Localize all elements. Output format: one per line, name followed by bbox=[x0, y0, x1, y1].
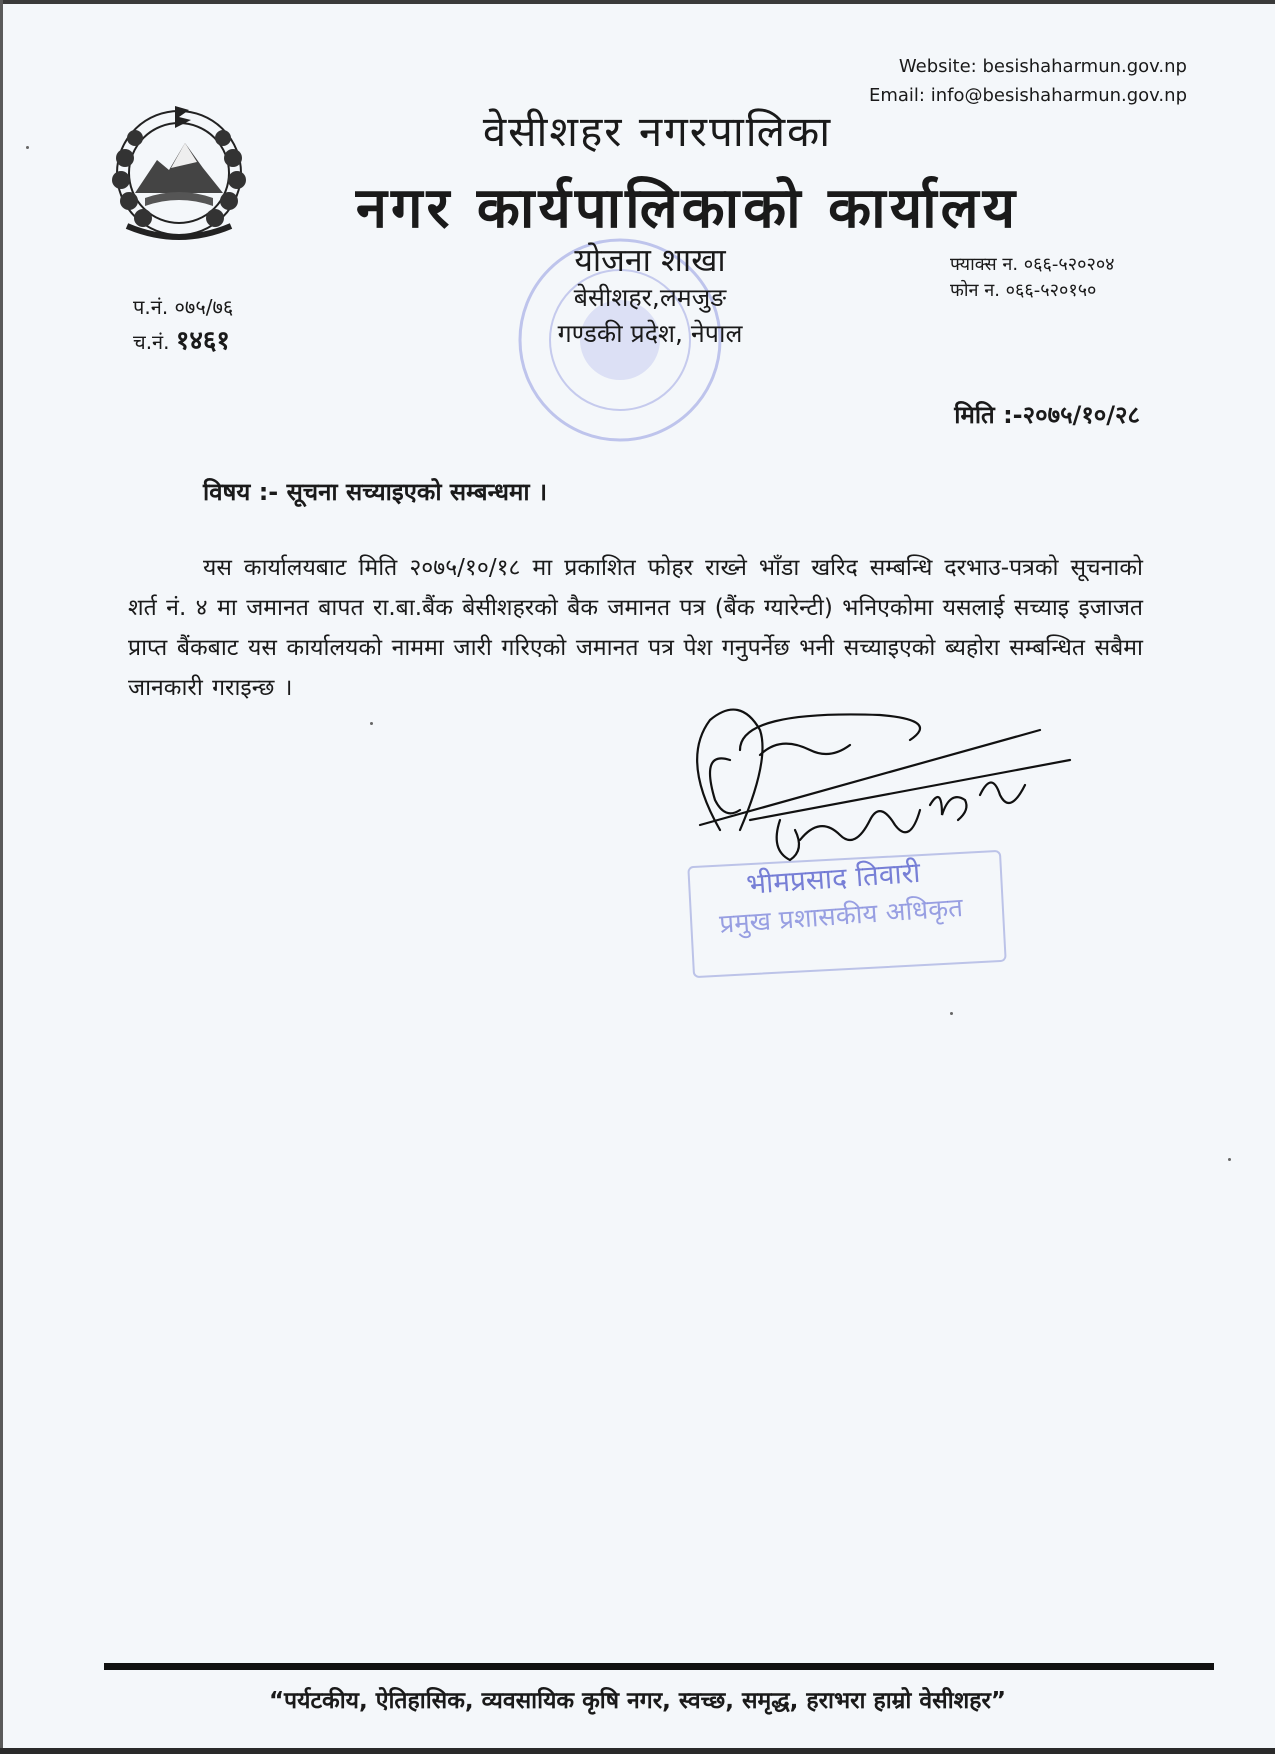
phone-number: फोन न. ०६६-५२०१५० bbox=[950, 280, 1097, 301]
scan-speck bbox=[1228, 1158, 1231, 1161]
website-text: Website: besishaharmun.gov.np bbox=[898, 56, 1187, 77]
letter-cha-number-row bbox=[133, 324, 233, 359]
office-name: नगर कार्यपालिकाको कार्यालय bbox=[355, 176, 1020, 241]
fax-number: फ्याक्स न. ०६६-५२०२०४ bbox=[950, 254, 1115, 275]
scan-edge-top bbox=[0, 0, 1275, 4]
letter-body: यस कार्यालयबाट मिति २०७५/१०/१८ मा प्रकाशित फोहर राख्ने भाँडा खरिद सम्बन्धि दरभाउ-पत्रको सूचनाको शर्त नं. ४ मा जमानत बापत रा.बा.बैंक बेसीशहरको बैक जमानत पत्र (बैंक ग्यारेन्टी) भनिएकोमा यसलाई सच्याइ इजाजत प्राप्त बैंकबाट यस कार्यालयको नाममा जारी गरिएको जमानत पत्र पेश गनुपर्नेछ भनी सच्याइएको ब्यहोरा सम्बन्धित सबैमा जानकारी गराइन्छ । bbox=[128, 555, 1143, 701]
reference-block bbox=[133, 290, 233, 359]
scan-edge-bottom bbox=[0, 1748, 1275, 1754]
scan-edge-left bbox=[0, 0, 3, 1754]
footer-rule bbox=[104, 1663, 1214, 1670]
branch-province: गण्डकी प्रदेश, नेपाल bbox=[557, 319, 743, 348]
officer-name: भीमप्रसाद तिवारी bbox=[745, 855, 922, 901]
branch-title: योजना शाखा bbox=[574, 241, 726, 279]
cha-label: च.नं. bbox=[133, 330, 170, 354]
signature-icon bbox=[680, 700, 1080, 880]
scan-speck bbox=[26, 146, 29, 149]
scan-speck bbox=[950, 1012, 953, 1015]
branch-city: बेसीशहर,लमजुङ bbox=[573, 283, 727, 312]
fax-phone-block bbox=[950, 252, 1115, 304]
municipality-name: वेसीशहर नगरपालिका bbox=[482, 107, 833, 156]
letter-date: मिति :-२०७५/१०/२८ bbox=[954, 401, 1140, 429]
scan-speck bbox=[370, 722, 373, 725]
officer-title: प्रमुख प्रशासकीय अधिकृत bbox=[718, 892, 964, 940]
letter-pa-number: प.नं. ०७५/७६ bbox=[133, 295, 234, 319]
email-text: Email: info@besishaharmun.gov.np bbox=[868, 85, 1187, 106]
letter-subject: विषय :- सूचना सच्याइएको सम्बन्धमा । bbox=[203, 478, 548, 506]
municipality-motto: “पर्यटकीय, ऐतिहासिक, व्यवसायिक कृषि नगर, स्वच्छ, समृद्ध, हराभरा हाम्रो वेसीशहर” bbox=[268, 1688, 1007, 1714]
branch-block bbox=[480, 240, 820, 352]
cha-number: १४६१ bbox=[175, 326, 230, 356]
